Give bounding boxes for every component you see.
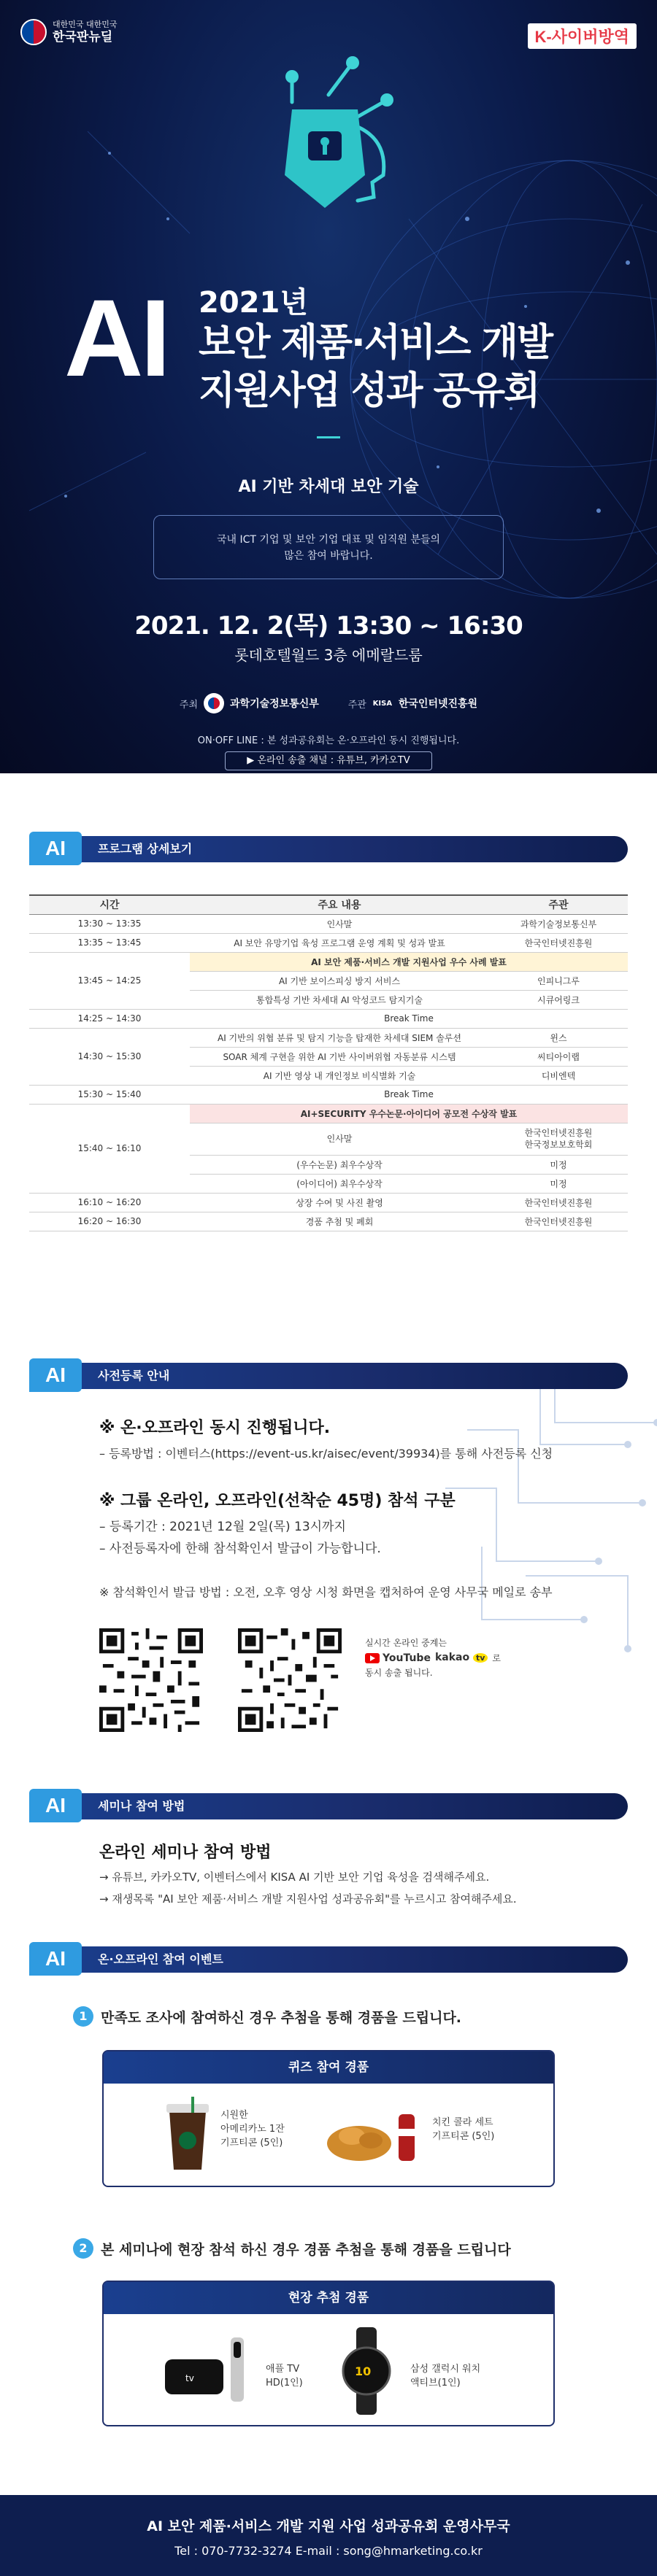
- cell-time: 15:30 ~ 15:40: [29, 1085, 190, 1104]
- taegeuk-emblem-icon: [20, 19, 47, 45]
- kisa-logo-icon: KISA: [372, 699, 393, 708]
- table-row: [29, 1009, 628, 1028]
- header-content: 주요 내용: [190, 895, 489, 914]
- cell-time: 13:30 ~ 13:35: [29, 914, 190, 933]
- cell-time: 16:10 ~ 16:20: [29, 1193, 190, 1212]
- attend-heading: 온라인 세미나 참여 방법: [99, 1844, 272, 1862]
- organizer: [348, 696, 477, 711]
- register-heading-2: ※ 그룹 온라인, 오프라인(선착순 45명) 참석 구분: [99, 1492, 456, 1510]
- cell-time: 13:45 ~ 14:25: [29, 952, 190, 1009]
- section-ai-badge: AI: [29, 832, 82, 865]
- apple-tv-icon: [162, 2333, 250, 2413]
- hero-subtitle: AI 기반 차세대 보안 기술: [238, 478, 419, 496]
- kakao-tv-icon: tv: [473, 1653, 488, 1663]
- event-question-2-text: 본 세미나에 현장 참석 하신 경우 경품 추첨을 통해 경품을 드립니다: [101, 2241, 511, 2258]
- cell-break: Break Time: [190, 1009, 628, 1028]
- hero-invite-box: [153, 515, 504, 579]
- prize-line: 치킨 콜라 세트: [432, 2117, 493, 2128]
- cell-org: 한국인터넷진흥원: [489, 1193, 628, 1212]
- footer: [0, 2495, 657, 2576]
- section-ai-badge: AI: [29, 1789, 82, 1822]
- program-section-header: [29, 836, 628, 862]
- gov-name: 한국판뉴딜: [53, 30, 113, 45]
- k-cyber-logo: K-사이버방역: [528, 23, 637, 49]
- cell-content: 상장 수여 및 사진 촬영: [190, 1193, 489, 1212]
- register-heading-1: ※ 온·오프라인 동시 진행됩니다.: [99, 1419, 331, 1437]
- circuit-background-graphic: [438, 1357, 657, 1663]
- prize-chicken-text: [432, 2116, 494, 2143]
- event-question-2: [73, 2238, 511, 2259]
- table-row: [29, 952, 628, 971]
- svg-text:10: 10: [355, 2364, 372, 2378]
- hero-title-line-2: 지원사업 성과 공유회: [199, 369, 539, 413]
- cell-time: 15:40 ~ 16:10: [29, 1104, 190, 1193]
- event-question-1-text: 만족도 조사에 참여하신 경우 추첨을 통해 경품을 드립니다.: [101, 2009, 462, 2026]
- cell-session-head: AI 보안 제품·서비스 개발 지원사업 우수 사례 발표: [190, 952, 628, 971]
- svg-text:tv: tv: [185, 2373, 194, 2383]
- footer-title: AI 보안 제품·서비스 개발 지원 사업 성과공유회 운영사무국: [147, 2518, 510, 2534]
- kakao-logo[interactable]: [435, 1650, 488, 1666]
- section-title: 프로그램 상세보기: [98, 842, 193, 856]
- stream-channel-text: 온라인 송출 채널 : 유튜브, 카카오TV: [257, 755, 410, 766]
- table-row: [29, 1104, 628, 1123]
- live-suffix: 로: [492, 1652, 501, 1663]
- program-table: [29, 894, 628, 1231]
- cell-break: Break Time: [190, 1085, 628, 1104]
- cell-content: AI 보안 유망기업 육성 프로그램 운영 계획 및 성과 발표: [190, 933, 489, 952]
- qr-code-youtube[interactable]: [99, 1628, 203, 1732]
- register-period: – 등록기간 : 2021년 12월 2일(목) 13시까지: [99, 1520, 346, 1534]
- attend-step-2: → 재생목록 "AI 보안 제품·서비스 개발 지원사업 성과공유회"를 누르시고 참여해주세요.: [99, 1892, 517, 1906]
- prize-line: 기프티콘 (5인): [220, 2138, 283, 2148]
- cell-session-head: AI+SECURITY 우수논문·아이디어 공모전 수상작 발표: [190, 1104, 628, 1123]
- cell-org: 윈스: [489, 1028, 628, 1047]
- cell-content: (아이디어) 최우수상작: [190, 1174, 489, 1193]
- galaxy-watch-icon: [337, 2327, 396, 2415]
- cell-time: 16:20 ~ 16:30: [29, 1212, 190, 1231]
- cell-content: 통합특성 기반 차세대 AI 악성코드 탐지기술: [190, 990, 489, 1009]
- ai-lock-head-icon: [248, 51, 409, 219]
- cell-content: (우수논문) 최우수상작: [190, 1155, 489, 1174]
- cell-org: 과학기술정보통신부: [489, 914, 628, 933]
- qr-pattern-icon: [238, 1628, 342, 1732]
- section-title: 세미나 참여 방법: [98, 1799, 185, 1813]
- step-number-2: 2: [73, 2238, 93, 2259]
- youtube-play-icon: [365, 1653, 380, 1663]
- organizer-name: 한국인터넷진흥원: [398, 698, 478, 710]
- cell-content: SOAR 체계 구현을 위한 AI 기반 사이버위협 자동분류 시스템: [190, 1047, 489, 1066]
- iced-coffee-icon: [162, 2097, 213, 2173]
- prize-box-title: 퀴즈 참여 경품: [104, 2051, 553, 2084]
- cell-org: 한국인터넷진흥원: [489, 933, 628, 952]
- prize-line: 시원한: [220, 2110, 248, 2121]
- cell-content: 인사말: [190, 1123, 489, 1155]
- section-ai-badge: AI: [29, 1942, 82, 1976]
- cell-time: 14:25 ~ 14:30: [29, 1009, 190, 1028]
- stream-channel-box: [225, 751, 432, 770]
- prize-watch-text: [410, 2362, 480, 2390]
- organizers: [0, 693, 657, 713]
- prize-line: 아메리카노 1잔: [220, 2124, 285, 2135]
- play-triangle-icon: ▶: [247, 755, 258, 766]
- live-platforms: [365, 1650, 555, 1666]
- attend-section-header: [29, 1793, 628, 1819]
- cell-org: 한국인터넷진흥원: [489, 1212, 628, 1231]
- cell-org: 미정: [489, 1155, 628, 1174]
- section-title: 온·오프라인 참여 이벤트: [98, 1952, 223, 1966]
- host-label: 주최: [179, 699, 199, 711]
- invite-line-1: 국내 ICT 기업 및 보안 기업 대표 및 임직원 분들의: [217, 534, 440, 546]
- youtube-label: YouTube: [383, 1652, 431, 1664]
- prize-line: 삼성 갤럭시 워치: [410, 2364, 481, 2375]
- section-title: 사전등록 안내: [98, 1369, 170, 1382]
- cell-org: [489, 1123, 628, 1155]
- table-row: [29, 933, 628, 952]
- cell-content: AI 기반 영상 내 개인정보 비식별화 기술: [190, 1066, 489, 1085]
- register-cert-note: – 사전등록자에 한해 참석확인서 발급이 가능합니다.: [99, 1542, 381, 1556]
- prize-apple-tv-text: [266, 2362, 303, 2390]
- invite-line-2: 많은 참여 바랍니다.: [284, 550, 373, 562]
- prize-line: 액티브(1인): [410, 2378, 461, 2389]
- hero-year: 2021년: [199, 286, 308, 320]
- cell-org: 미정: [489, 1174, 628, 1193]
- cell-org-line-1: 한국인터넷진흥원: [524, 1128, 593, 1138]
- cell-content: AI 기반 보이스피싱 방지 서비스: [190, 971, 489, 990]
- prize-line: HD(1인): [266, 2378, 303, 2389]
- register-cert-method: ※ 참석확인서 발급 방법 : 오전, 오후 영상 시청 화면을 캡처하여 운영 사무국 메일로 송부: [99, 1585, 553, 1599]
- msit-logo-icon: [204, 693, 224, 713]
- event-datetime: 2021. 12. 2(목) 13:30 ~ 16:30: [134, 611, 523, 641]
- step-number-1: 1: [73, 2006, 93, 2027]
- organizer-label: 주관: [347, 699, 366, 711]
- hero-divider: [317, 436, 340, 438]
- cell-org-line-2: 한국정보보호학회: [524, 1140, 593, 1150]
- attend-step-1: → 유튜브, 카카오TV, 이벤터스에서 KISA AI 기반 보안 기업 육성을 검색해주세요.: [99, 1871, 490, 1884]
- qr-code-kakao[interactable]: [238, 1628, 342, 1732]
- table-header-row: [29, 895, 628, 914]
- youtube-logo[interactable]: [365, 1651, 431, 1666]
- kakao-label: kakao: [434, 1652, 470, 1663]
- event-venue: 롯데호텔월드 3층 에메랄드룸: [234, 646, 423, 664]
- footer-contact[interactable]: Tel : 070-7732-3274 E-mail : song@hmarketing.co.kr: [174, 2544, 483, 2558]
- prize-line: 애플 TV: [266, 2364, 300, 2375]
- qr-pattern-icon: [99, 1628, 203, 1732]
- live-line-3: 동시 송출 됩니다.: [365, 1668, 433, 1678]
- live-stream-info: [365, 1636, 555, 1680]
- prize-box-title: 현장 추첨 경품: [104, 2282, 553, 2314]
- cell-org: 디비엔텍: [489, 1066, 628, 1085]
- register-method: – 등록방법 : 이벤터스(https://event-us.kr/aisec/event/39934)를 통해 사전등록 신청: [99, 1447, 553, 1461]
- hero-title-line-1: 보안 제품·서비스 개발: [199, 321, 553, 365]
- table-row: [29, 1193, 628, 1212]
- cell-content: 경품 추첨 및 폐회: [190, 1212, 489, 1231]
- register-section-header: [29, 1363, 628, 1389]
- event-section-header: [29, 1946, 628, 1973]
- cell-time: 13:35 ~ 13:45: [29, 933, 190, 952]
- on-off-line-note: ON·OFF LINE : 본 성과공유회는 온·오프라인 동시 진행됩니다.: [197, 735, 460, 746]
- prize-coffee-text: [220, 2108, 285, 2150]
- table-row: [29, 1085, 628, 1104]
- hero-banner: [0, 0, 657, 773]
- section-ai-badge: AI: [29, 1358, 82, 1392]
- host: [180, 693, 319, 713]
- cell-time: 14:30 ~ 15:30: [29, 1028, 190, 1085]
- gov-small-text: 대한민국 대한민국: [53, 20, 118, 29]
- table-row: [29, 1212, 628, 1231]
- live-line-1: 실시간 온라인 중계는: [365, 1638, 447, 1648]
- header-time: 시간: [29, 895, 190, 914]
- event-question-1: [73, 2006, 461, 2027]
- prize-box-onsite: [102, 2281, 555, 2426]
- header-org: 주관: [489, 895, 628, 914]
- host-name: 과학기술정보통신부: [230, 698, 319, 710]
- cell-content: AI 기반의 위협 분류 및 탐지 기능을 탑재한 차세대 SIEM 솔루션: [190, 1028, 489, 1047]
- chicken-cola-icon: [323, 2107, 425, 2165]
- prize-box-quiz: [102, 2050, 555, 2187]
- hero-ai-letters: AI: [64, 276, 168, 399]
- table-row: [29, 1028, 628, 1047]
- cell-org: 씨티아이랩: [489, 1047, 628, 1066]
- table-row: [29, 914, 628, 933]
- cell-content: 인사말: [190, 914, 489, 933]
- cell-org: 시큐어링크: [489, 990, 628, 1009]
- prize-line: 기프티콘 (5인): [432, 2131, 495, 2142]
- cell-org: 인피니그루: [489, 971, 628, 990]
- government-logo: [20, 19, 118, 45]
